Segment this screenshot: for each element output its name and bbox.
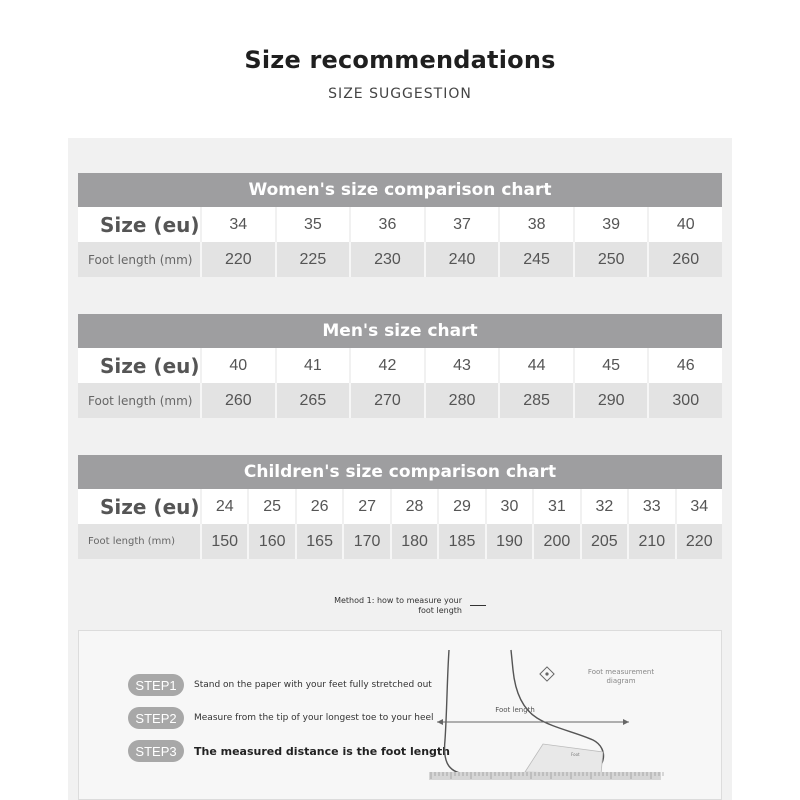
size-cell: 31 bbox=[532, 489, 579, 524]
size-cell: 25 bbox=[247, 489, 294, 524]
size-cell: 33 bbox=[627, 489, 674, 524]
size-cell: 43 bbox=[424, 348, 499, 383]
step-2 bbox=[128, 707, 434, 729]
men-size-table bbox=[78, 314, 722, 418]
foot-length-cell: 165 bbox=[295, 524, 342, 559]
foot-length-row-label: Foot length (mm) bbox=[88, 535, 176, 547]
size-cell: 29 bbox=[437, 489, 484, 524]
foot-length-cell: 150 bbox=[200, 524, 247, 559]
size-cell: 28 bbox=[390, 489, 437, 524]
step-badge: STEP2 bbox=[128, 707, 184, 729]
step-badge: STEP3 bbox=[128, 740, 184, 762]
step-badge: STEP1 bbox=[128, 674, 184, 696]
foot-length-cell: 185 bbox=[437, 524, 484, 559]
foot-length-cell: 190 bbox=[485, 524, 532, 559]
women-size-table bbox=[78, 173, 722, 277]
arrow-head-right bbox=[623, 719, 629, 725]
size-row bbox=[78, 489, 722, 524]
foot-length-cell: 220 bbox=[675, 524, 722, 559]
foot-length-row bbox=[78, 383, 722, 418]
size-cell: 34 bbox=[675, 489, 722, 524]
step-text: The measured distance is the foot length bbox=[194, 744, 450, 758]
foot-length-cell: 240 bbox=[424, 242, 499, 277]
foot-length-cell: 225 bbox=[275, 242, 350, 277]
size-cell: 40 bbox=[200, 348, 275, 383]
page-subtitle: SIZE SUGGESTION bbox=[328, 86, 472, 102]
size-cell: 35 bbox=[275, 207, 350, 242]
foot-length-cell: 250 bbox=[573, 242, 648, 277]
step-text: Measure from the tip of your longest toe to your heel bbox=[194, 713, 434, 723]
size-cell: 46 bbox=[647, 348, 722, 383]
foot-length-cell: 265 bbox=[275, 383, 350, 418]
method-divider bbox=[470, 605, 486, 606]
foot-length-row-label: Foot length (mm) bbox=[88, 393, 193, 408]
foot-length-cell: 200 bbox=[532, 524, 579, 559]
foot-length-cell: 260 bbox=[647, 242, 722, 277]
step-3 bbox=[128, 740, 450, 762]
foot-length-cell: 230 bbox=[349, 242, 424, 277]
size-row-label: Size (eu) bbox=[100, 353, 200, 378]
arrow-head-left bbox=[437, 719, 443, 725]
table-title: Men's size chart bbox=[78, 314, 722, 348]
foot-length-cell: 285 bbox=[498, 383, 573, 418]
size-cell: 45 bbox=[573, 348, 648, 383]
foot-length-cell: 205 bbox=[580, 524, 627, 559]
size-cell: 27 bbox=[342, 489, 389, 524]
foot-length-cell: 210 bbox=[627, 524, 674, 559]
foot-length-cell: 260 bbox=[200, 383, 275, 418]
size-cell: 40 bbox=[647, 207, 722, 242]
size-cell: 34 bbox=[200, 207, 275, 242]
size-cell: 44 bbox=[498, 348, 573, 383]
size-cell: 36 bbox=[349, 207, 424, 242]
step-1 bbox=[128, 674, 432, 696]
foot-length-cell: 160 bbox=[247, 524, 294, 559]
size-cell: 42 bbox=[349, 348, 424, 383]
foot-shadow-shape bbox=[525, 744, 603, 774]
foot-length-cell: 245 bbox=[498, 242, 573, 277]
table-title: Children's size comparison chart bbox=[78, 455, 722, 489]
small-foot-label: Foot bbox=[571, 752, 580, 757]
foot-diagram-illustration bbox=[425, 640, 665, 790]
size-row bbox=[78, 207, 722, 242]
size-row-label: Size (eu) bbox=[100, 212, 200, 237]
size-cell: 39 bbox=[573, 207, 648, 242]
size-cell: 41 bbox=[275, 348, 350, 383]
ruler bbox=[429, 772, 661, 780]
table-title: Women's size comparison chart bbox=[78, 173, 722, 207]
foot-length-cell: 270 bbox=[349, 383, 424, 418]
size-cell: 38 bbox=[498, 207, 573, 242]
size-cell: 32 bbox=[580, 489, 627, 524]
size-row-label: Size (eu) bbox=[100, 494, 200, 519]
size-cell: 24 bbox=[200, 489, 247, 524]
diamond-icon bbox=[540, 667, 554, 681]
step-text: Stand on the paper with your feet fully stretched out bbox=[194, 680, 432, 690]
foot-length-row bbox=[78, 242, 722, 277]
foot-length-cell: 220 bbox=[200, 242, 275, 277]
foot-length-cell: 280 bbox=[424, 383, 499, 418]
foot-length-row bbox=[78, 524, 722, 559]
size-cell: 30 bbox=[485, 489, 532, 524]
diagram-label: Foot measurement diagram bbox=[587, 668, 655, 685]
size-cell: 26 bbox=[295, 489, 342, 524]
foot-length-cell: 300 bbox=[647, 383, 722, 418]
size-row bbox=[78, 348, 722, 383]
foot-length-cell: 290 bbox=[573, 383, 648, 418]
arrow-label: Foot length bbox=[495, 706, 535, 714]
size-cell: 37 bbox=[424, 207, 499, 242]
foot-length-cell: 180 bbox=[390, 524, 437, 559]
page-title: Size recommendations bbox=[244, 46, 556, 74]
foot-length-row-label: Foot length (mm) bbox=[88, 252, 193, 267]
children-size-table bbox=[78, 455, 722, 559]
foot-length-cell: 170 bbox=[342, 524, 389, 559]
method-caption: Method 1: how to measure your foot length bbox=[334, 596, 462, 615]
